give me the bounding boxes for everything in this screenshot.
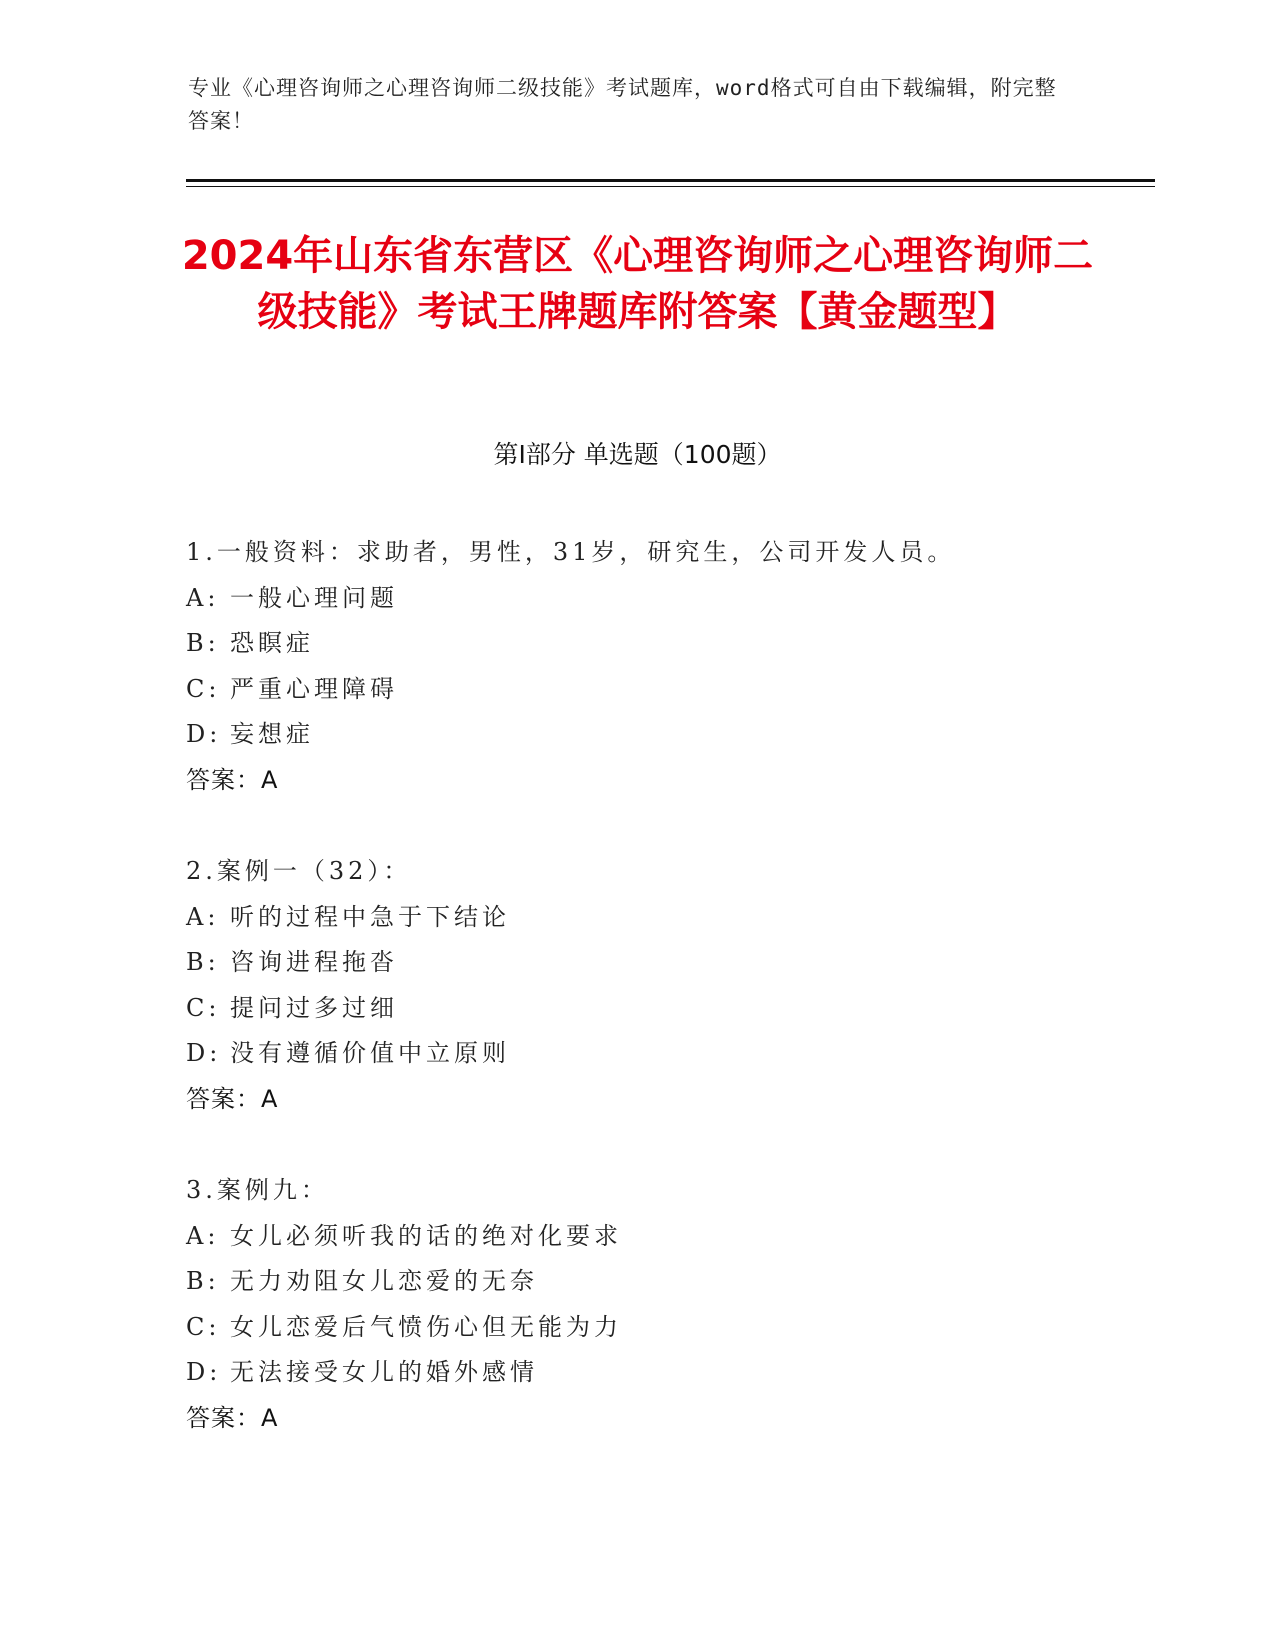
answer-line: 答案：A [186, 765, 279, 794]
question-stem: 3.案例九： [186, 1176, 329, 1204]
option-text: 恐瞑症 [230, 629, 314, 657]
option-label: D: [186, 1039, 222, 1067]
option-text: 妄想症 [230, 720, 314, 748]
option-text: 女儿必须听我的话的绝对化要求 [230, 1221, 622, 1250]
option-label: A: [186, 583, 220, 612]
option-label: D: [186, 1358, 222, 1386]
option-b [186, 940, 1086, 986]
option-label: B: [186, 1267, 220, 1295]
document-title: 2024年山东省东营区《心理咨询师之心理咨询师二级技能》考试王牌题库附答案【黄金题型】 [181, 233, 1094, 335]
option-d [186, 712, 1086, 758]
option-text: 无力劝阻女儿恋爱的无奈 [230, 1267, 538, 1295]
option-c [186, 1305, 1086, 1351]
option-b [186, 621, 1086, 667]
option-text: 听的过程中急于下结论 [230, 902, 510, 931]
question-stem: 2.案例一（32）： [186, 857, 412, 885]
question-1 [186, 530, 1086, 803]
option-b [186, 1259, 1086, 1305]
option-d [186, 1031, 1086, 1077]
question-list [186, 530, 1086, 1487]
option-label: A: [186, 902, 220, 931]
option-d [186, 1350, 1086, 1396]
header-divider-thick [186, 179, 1155, 182]
question-stem: 1.一般资料：求助者，男性，31岁，研究生，公司开发人员。 [186, 538, 956, 566]
option-text: 严重心理障碍 [230, 674, 398, 703]
option-c [186, 986, 1086, 1032]
header-divider-thin [186, 186, 1155, 187]
option-text: 一般心理问题 [230, 583, 398, 612]
option-text: 提问过多过细 [230, 993, 398, 1022]
question-3 [186, 1168, 1086, 1441]
option-label: D: [186, 720, 222, 748]
option-a [186, 895, 1086, 941]
answer-line: 答案：A [186, 1084, 279, 1113]
option-label: B: [186, 948, 220, 976]
option-label: B: [186, 629, 220, 657]
question-2 [186, 849, 1086, 1122]
option-c [186, 667, 1086, 713]
header-note: 专业《心理咨询师之心理咨询师二级技能》考试题库，word格式可自由下载编辑，附完整答案！ [188, 76, 1057, 133]
option-label: C: [186, 1312, 221, 1341]
option-text: 女儿恋爱后气愤伤心但无能为力 [230, 1312, 622, 1341]
option-label: C: [186, 993, 221, 1022]
option-label: C: [186, 674, 221, 703]
option-text: 咨询进程拖沓 [230, 948, 398, 976]
option-text: 无法接受女儿的婚外感情 [230, 1358, 538, 1386]
answer-line: 答案：A [186, 1403, 279, 1432]
option-a [186, 576, 1086, 622]
option-text: 没有遵循价值中立原则 [230, 1039, 510, 1067]
option-a [186, 1214, 1086, 1260]
option-label: A: [186, 1221, 220, 1250]
section-heading: 第Ⅰ部分 单选题（100题） [493, 440, 782, 469]
